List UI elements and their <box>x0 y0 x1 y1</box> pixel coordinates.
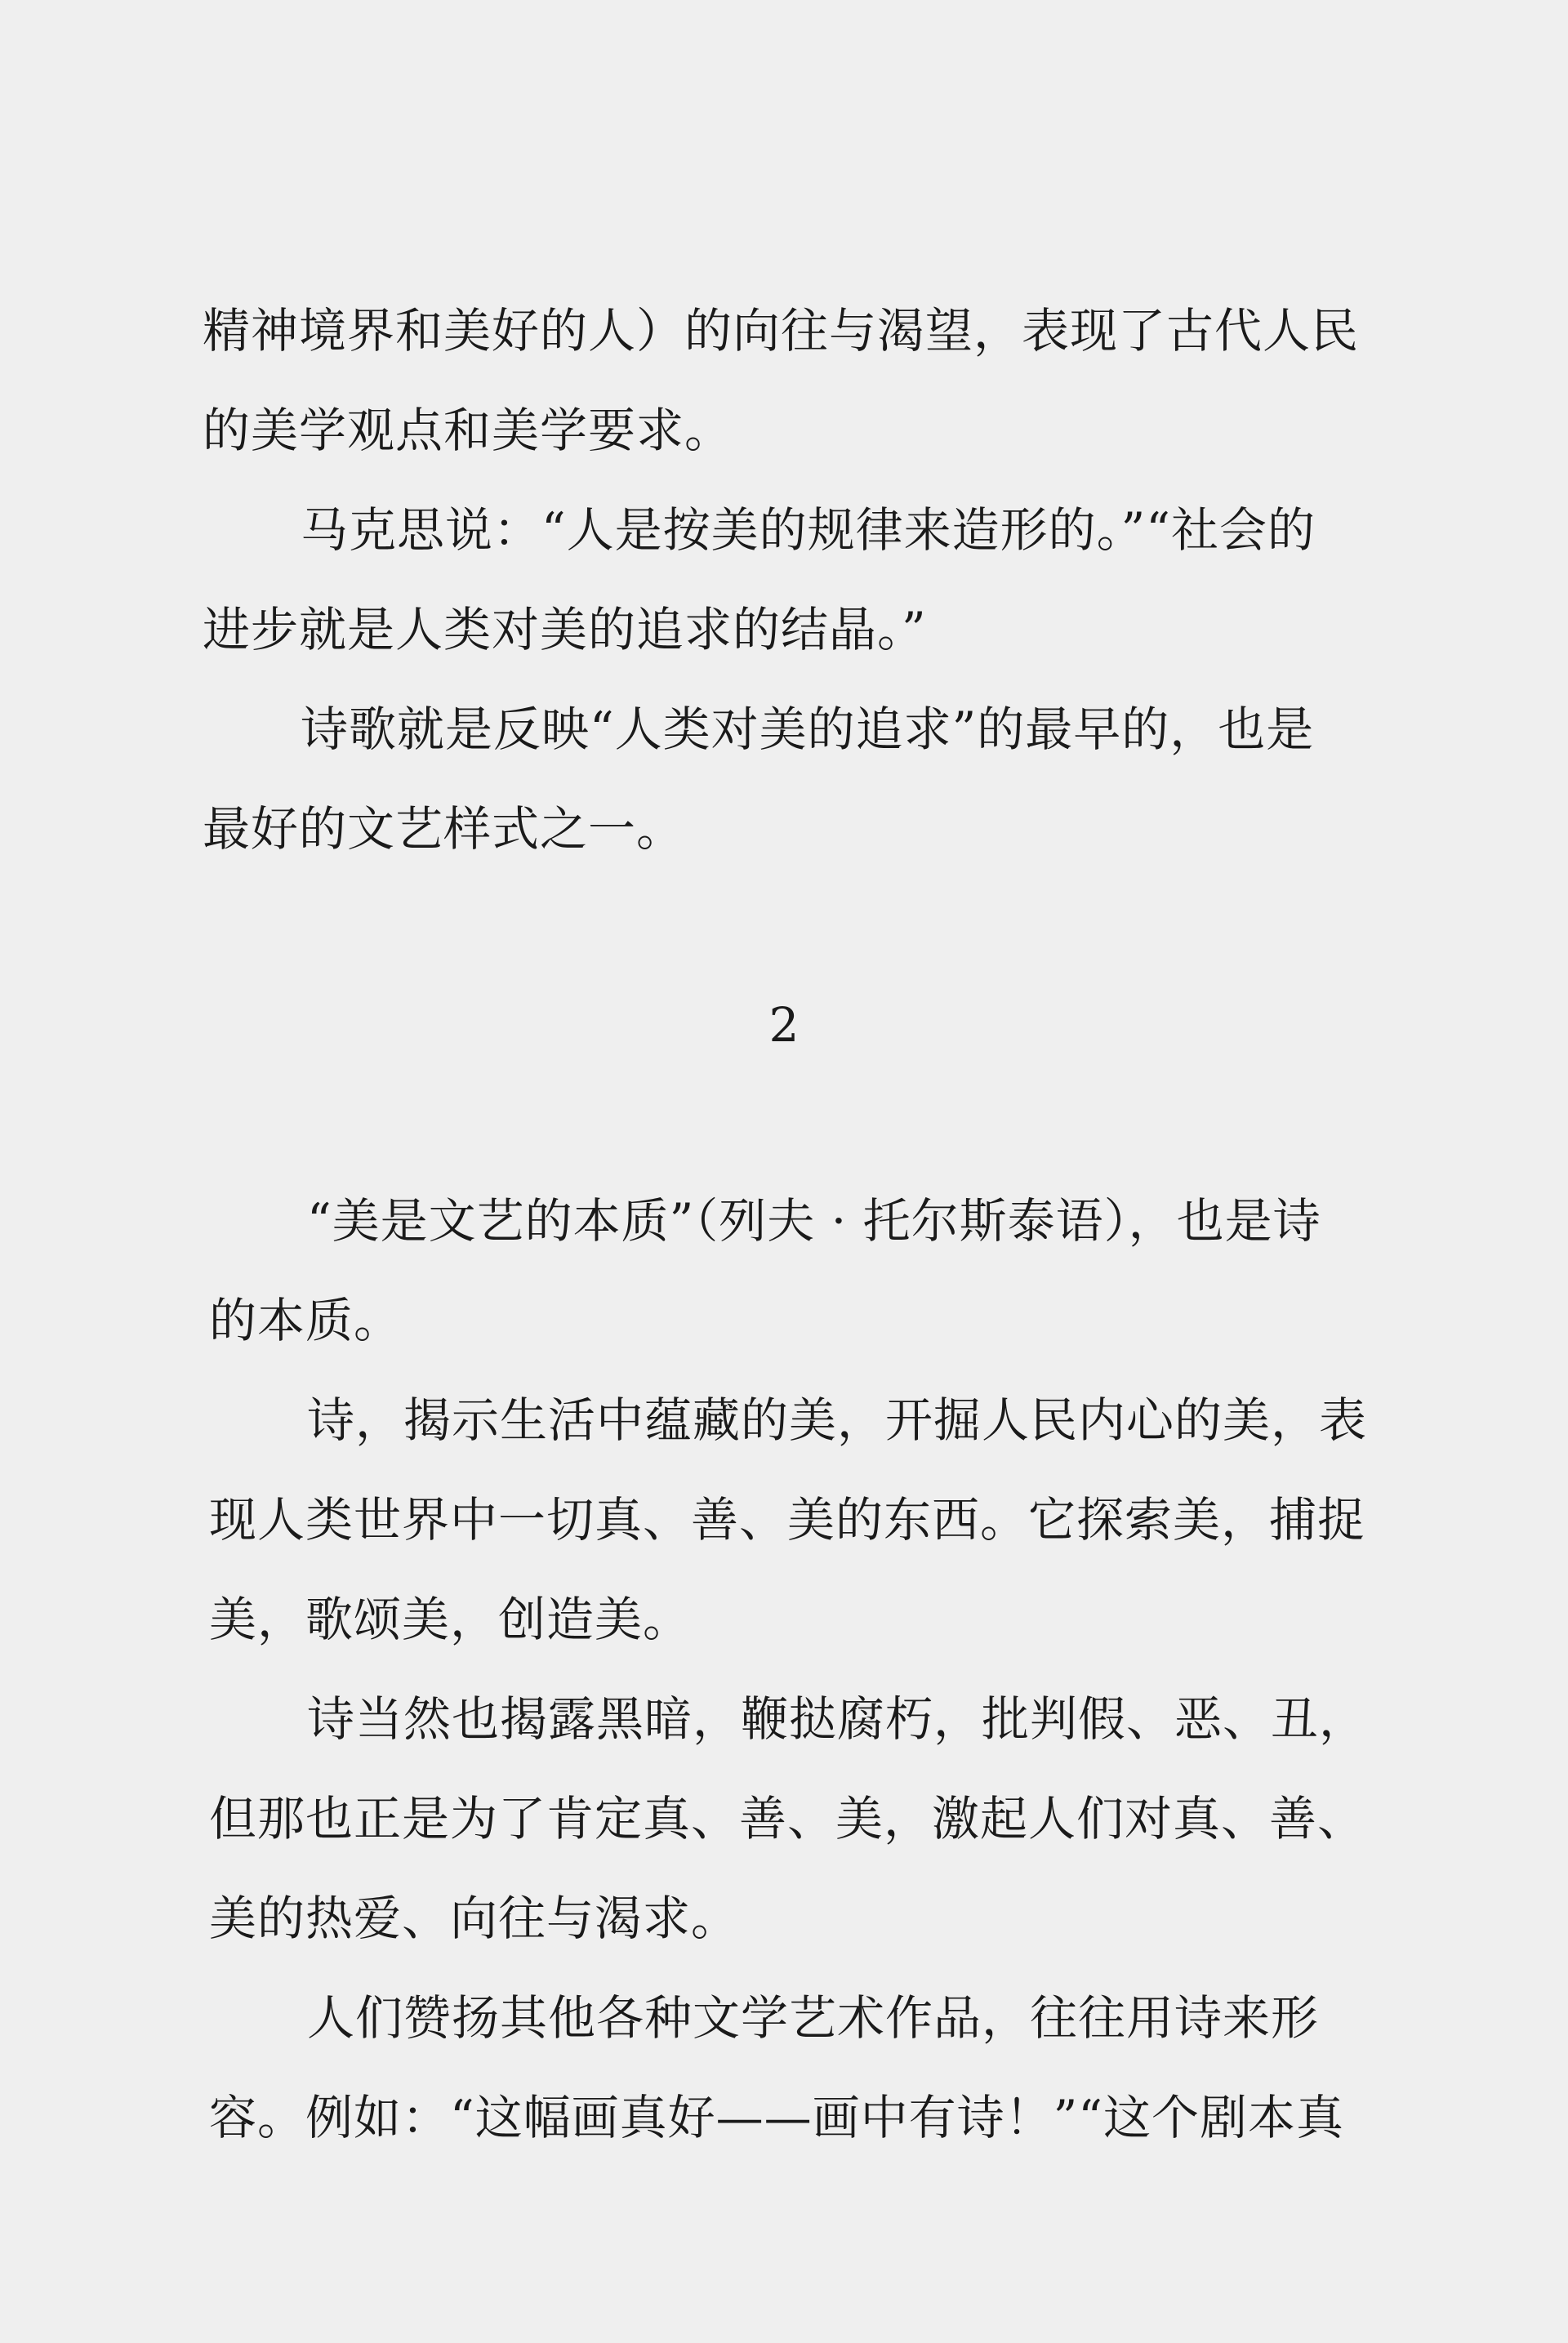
paragraph-start-line: 诗当然也揭露黑暗，鞭挞腐朽，批判假、恶、丑， <box>307 1691 1368 1747</box>
paragraph-start-line: 诗歌就是反映“人类对美的追求”的最早的，也是 <box>301 702 1315 757</box>
paragraph-start-line: 诗，揭示生活中蕴藏的美，开掘人民内心的美，表 <box>307 1392 1368 1448</box>
paragraph-start-line: 马克思说：“人是按美的规律来造形的。”“社会的 <box>301 502 1316 558</box>
text-line: 的本质。 <box>209 1293 403 1348</box>
text-line: 现人类世界中一切真、善、美的东西。它探索美，捕捉 <box>209 1492 1366 1548</box>
text-line: 的美学观点和美学要求。 <box>203 403 733 458</box>
section-number: 2 <box>768 997 800 1053</box>
text-line: 美的热爱、向往与渴求。 <box>209 1891 740 1946</box>
text-line: 容。例如：“这幅画真好——画中有诗！”“这个剧本真 <box>209 2090 1344 2145</box>
paragraph-start-line: 人们赞扬其他各种文学艺术作品，往往用诗来形 <box>307 1990 1320 2046</box>
text-line: 但那也正是为了肯定真、善、美，激起人们对真、善、 <box>209 1791 1366 1846</box>
text-line: 最好的文艺样式之一。 <box>203 801 685 857</box>
text-line: 美，歌颂美，创造美。 <box>209 1592 692 1647</box>
text-line: 进步就是人类对美的追求的结晶。” <box>203 602 927 657</box>
paragraph-start-line: “美是文艺的本质”（列夫 · 托尔斯泰语），也是诗 <box>307 1193 1321 1249</box>
text-line: 精神境界和美好的人）的向往与渴望，表现了古代人民 <box>203 303 1360 359</box>
